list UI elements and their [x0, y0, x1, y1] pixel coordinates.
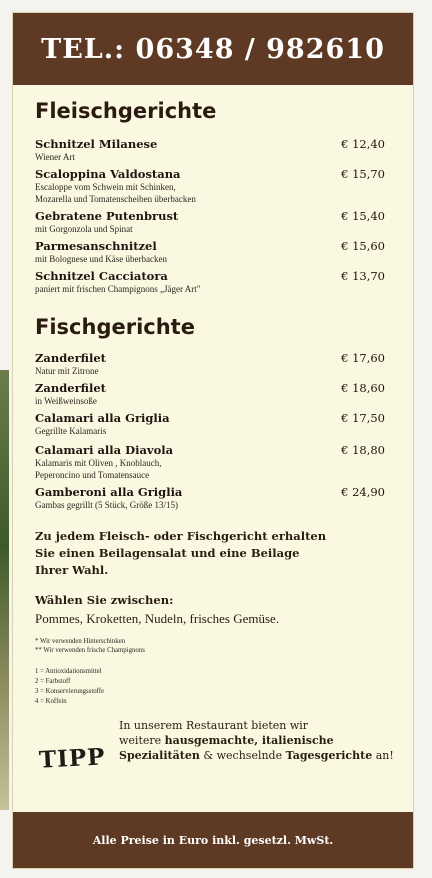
item-desc: mit Bolognese und Käse überbacken	[35, 254, 167, 264]
additive-note: 4 = Koffein	[35, 698, 67, 705]
tipp-line: In unserem Restaurant bieten wir	[119, 719, 309, 732]
item-price: € 12,40	[341, 137, 385, 151]
menu-item	[35, 209, 395, 235]
scan-edge	[0, 370, 9, 810]
item-price: € 17,50	[341, 411, 385, 425]
tipp-fragment-bold: hausgemachte, italienische	[164, 734, 334, 747]
item-name: Calamari alla Diavola	[35, 443, 174, 457]
item-desc: Mozarella und Tomatenscheiben überbacken	[35, 194, 196, 204]
item-name: Schnitzel Milanese	[35, 137, 158, 151]
item-desc: Wiener Art	[35, 152, 75, 162]
footnote: * Wir verwenden Hinterschinken	[35, 638, 126, 645]
menu-item	[35, 381, 395, 407]
menu-item	[35, 137, 395, 163]
menu-item	[35, 269, 395, 295]
item-desc: Natur mit Zitrone	[35, 366, 99, 376]
footer-bar	[13, 812, 413, 868]
note-line: Sie einen Beilagensalat und eine Beilage	[35, 546, 300, 560]
item-name: Scaloppina Valdostana	[35, 167, 181, 181]
item-price: € 18,60	[341, 381, 385, 395]
section-title-fish: Fischgerichte	[35, 315, 195, 339]
additive-note: 2 = Farbstoff	[35, 678, 71, 685]
footer-text: Alle Preise in Euro inkl. gesetzl. MwSt.	[92, 833, 334, 847]
choose-title: Wählen Sie zwischen:	[35, 593, 174, 607]
item-price: € 15,70	[341, 167, 385, 181]
menu-item	[35, 411, 395, 437]
item-price: € 15,60	[341, 239, 385, 253]
item-desc: Peperoncino und Tomatensauce	[35, 470, 150, 480]
item-price: € 13,70	[341, 269, 385, 283]
item-price: € 17,60	[341, 351, 385, 365]
menu-card	[12, 12, 414, 869]
item-name: Gebratene Putenbrust	[35, 209, 179, 223]
tipp-badge: TIPP	[38, 743, 107, 774]
phone-number: TEL.: 06348 / 982610	[41, 33, 385, 65]
additive-note: 1 = Antioxidationsmittel	[35, 668, 102, 675]
tipp-fragment-bold: Tagesgerichte	[285, 749, 373, 762]
item-name: Calamari alla Griglia	[35, 411, 170, 425]
menu-item	[35, 351, 395, 377]
tipp-text	[119, 718, 409, 763]
footnote: ** Wir verwenden frische Champignons	[35, 647, 145, 654]
menu-item	[35, 485, 395, 511]
tipp-line	[119, 733, 409, 748]
note-line: Zu jedem Fleisch- oder Fischgericht erhalten	[35, 529, 327, 543]
item-price: € 24,90	[341, 485, 385, 499]
item-name: Parmesanschnitzel	[35, 239, 157, 253]
tipp-fragment-bold: Spezialitäten	[119, 749, 200, 762]
additive-note: 3 = Konservierungsstoffe	[35, 688, 105, 695]
item-desc: Gegrillte Kalamaris	[35, 426, 107, 436]
menu-item	[35, 239, 395, 265]
item-price: € 18,80	[341, 443, 385, 457]
menu-item	[35, 443, 395, 481]
header-bar	[13, 13, 413, 85]
item-desc: Kalamaris mit Oliven , Knoblauch,	[35, 458, 162, 468]
item-name: Zanderfilet	[35, 381, 106, 395]
item-desc: paniert mit frischen Champignons „Jäger Art"	[35, 284, 201, 294]
section-title-meat: Fleischgerichte	[35, 99, 217, 123]
item-name: Schnitzel Cacciatora	[35, 269, 168, 283]
note-line: Ihrer Wahl.	[35, 563, 109, 577]
menu-item	[35, 167, 395, 205]
item-name: Gamberoni alla Griglia	[35, 485, 183, 499]
item-desc: in Weißweinsoße	[35, 396, 97, 406]
side-dish-note	[35, 528, 395, 579]
tipp-line	[119, 748, 409, 763]
item-name: Zanderfilet	[35, 351, 106, 365]
tipp-fragment: weitere	[119, 734, 165, 747]
item-desc: Gambas gegrillt (5 Stück, Größe 13/15)	[35, 500, 178, 510]
item-price: € 15,40	[341, 209, 385, 223]
item-desc: mit Gorgonzola und Spinat	[35, 224, 133, 234]
tipp-fragment: & wechselnde	[199, 749, 286, 762]
item-desc: Escaloppe vom Schwein mit Schinken,	[35, 182, 176, 192]
side-dish-options: Pommes, Kroketten, Nudeln, frisches Gemüse.	[35, 611, 280, 626]
tipp-fragment: an!	[372, 749, 394, 762]
